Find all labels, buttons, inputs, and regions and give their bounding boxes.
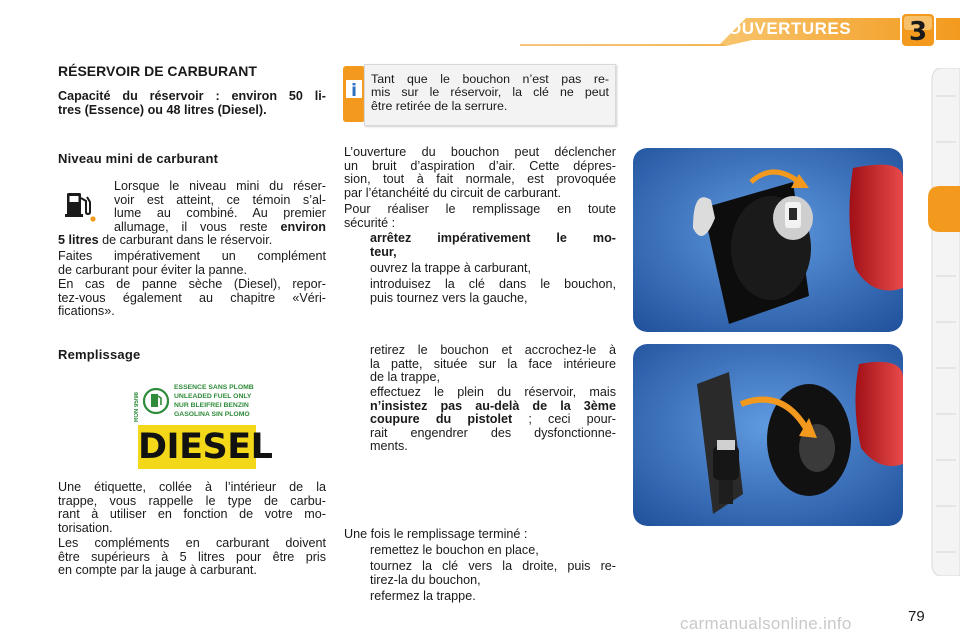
list-item: remettez le bouchon en place,	[370, 543, 539, 557]
chapter-tab-strip	[928, 68, 960, 576]
active-chapter-tab	[928, 186, 960, 232]
list-item: arrêtez impérativement le mo- teur,	[370, 231, 616, 259]
faites-text: Faites impérativement un complément de carburant pour éviter la panne.	[58, 249, 326, 277]
panne-text: En cas de panne sèche (Diesel), repor- tez-vous également au chapitre «Véri- fications».	[58, 277, 326, 319]
unleaded-label-text: ESSENCE SANS PLOMB UNLEADED FUEL ONLY NUR BLEIFREI BENZIN GASOLINA SIN PLOMO	[174, 384, 254, 418]
list-item: introduisez la clé dans le bouchon, puis tournez vers la gauche,	[370, 277, 616, 305]
chapter-badge	[898, 10, 938, 50]
niveau-text-indented: Lorsque le niveau mini du réser- voir est atteint, ce témoin s’al- lume au combiné. Au premier allumage, il vous reste environ	[114, 179, 326, 234]
niveau-text-full: 5 litres de carburant dans le réservoir.	[58, 233, 273, 247]
info-text: Tant que le bouchon n’est pas re- mis sur le réservoir, la clé ne peut être retirée de la serrure.	[371, 72, 609, 113]
fuel-cap-removal-photo	[633, 344, 903, 526]
intro-text: L’ouverture du bouchon peut déclencher un bruit d’aspiration d’air. Cette dépres- sion, tout à fait normale, est provoquée par l’étanchéité du circuit de carburant.	[344, 145, 616, 200]
page-number: 79	[908, 608, 925, 625]
diesel-label-text: DIESEL	[138, 427, 273, 467]
chapter-number: 3	[908, 17, 928, 47]
niveau-title: Niveau mini de carburant	[58, 151, 219, 166]
watermark: carmanualsonline.info	[680, 614, 852, 633]
pour-text: Pour réaliser le remplissage en toute sécurité :	[344, 202, 616, 230]
complements-text: Les compléments en carburant doivent être supérieurs à 5 litres pour être pris en compte par la jauge à carburant.	[58, 536, 326, 578]
list-item: refermez la trappe.	[370, 589, 476, 603]
unleaded-fuel-label	[134, 380, 266, 424]
diesel-label	[138, 425, 273, 469]
info-icon	[343, 66, 365, 122]
fuel-pump-icon	[143, 386, 169, 416]
svg-text:i: i	[351, 81, 357, 101]
fin-intro-text: Une fois le remplissage terminé :	[344, 527, 528, 541]
chapter-title: OUVERTURES	[728, 19, 852, 38]
fuel-cap-opening-photo	[633, 148, 903, 332]
list-item: tournez la clé vers la droite, puis re- tirez-la du bouchon,	[370, 559, 616, 587]
capacity-text: Capacité du réservoir : environ 50 li- tres (Essence) ou 48 litres (Diesel).	[58, 89, 326, 117]
section-title: RÉSERVOIR DE CARBURANT	[58, 63, 257, 79]
fuel-warning-icon	[60, 185, 100, 225]
list-item: retirez le bouchon et accrochez-le à la patte, située sur la face intérieure de la trappe,	[370, 343, 616, 385]
etiquette-text: Une étiquette, collée à l’intérieur de la trappe, vous rappelle le type de carbu- rant à utiliser en fonction de votre mo- torisation.	[58, 480, 326, 535]
remplissage-title: Remplissage	[58, 347, 141, 362]
list-item: effectuez le plein du réservoir, mais n’insistez pas au-delà de la 3ème coupure du pistolet ; ceci pour- rait engendrer des dysfonctionne- ments.	[370, 385, 616, 454]
info-box	[364, 64, 616, 126]
ron-text: RON 95/98	[134, 391, 140, 422]
list-item: ouvrez la trappe à carburant,	[370, 261, 532, 275]
